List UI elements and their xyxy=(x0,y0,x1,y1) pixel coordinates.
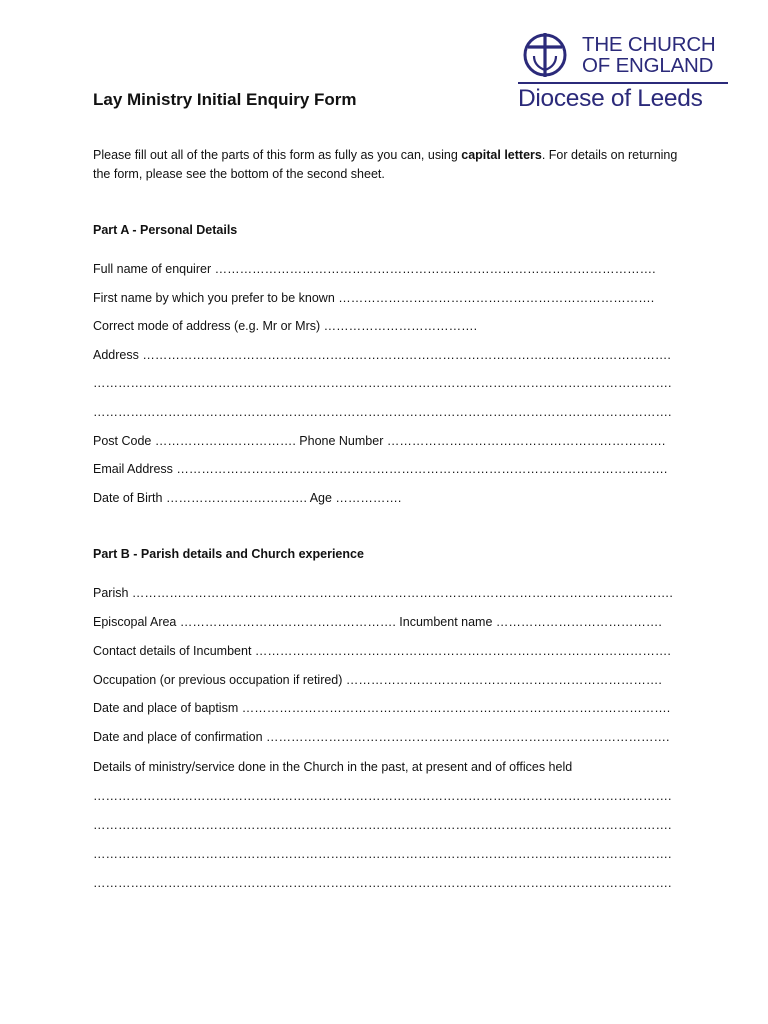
field-incumbent-contact[interactable]: Contact details of Incumbent ………………………………………………………………………………………. xyxy=(93,644,671,658)
field-postcode-phone[interactable]: Post Code ……………………………. Phone Number …………………………………………………………. xyxy=(93,434,666,448)
field-occupation[interactable]: Occupation (or previous occupation if retired) …………………………………………………………………. xyxy=(93,673,662,687)
field-email-address[interactable]: Email Address ………………………………………………………………………………………………………. xyxy=(93,462,668,476)
part-b-heading: Part B - Parish details and Church experience xyxy=(93,547,364,561)
part-a-heading: Part A - Personal Details xyxy=(93,223,238,237)
field-address-line-2[interactable]: …………………………………………………………………………………………………………………………. xyxy=(93,376,672,390)
field-ministry-details-line-1[interactable]: …………………………………………………………………………………………………………………………. xyxy=(93,789,672,803)
logo-divider xyxy=(518,82,728,84)
field-ministry-details-line-2[interactable]: …………………………………………………………………………………………………………………………. xyxy=(93,818,672,832)
form-instructions xyxy=(93,146,693,184)
instructions-emphasis: capital letters xyxy=(461,148,542,162)
field-address[interactable]: Address ………………………………………………………………………………………………………………. xyxy=(93,348,671,362)
field-confirmation[interactable]: Date and place of confirmation ……………………………………………………………………………………. xyxy=(93,730,670,744)
church-of-england-logo xyxy=(518,30,730,114)
field-date-of-birth-age[interactable]: Date of Birth ……………………………. Age ……………. xyxy=(93,491,402,505)
field-ministry-details-label: Details of ministry/service done in the Church in the past, at present and of offices held xyxy=(93,760,573,774)
field-full-name[interactable]: Full name of enquirer ……………………………………………………………………………………………. xyxy=(93,262,656,276)
logo-text-line1: THE CHURCH xyxy=(582,33,716,56)
field-baptism[interactable]: Date and place of baptism …………………………………………………………………………………………. xyxy=(93,701,671,715)
logo-diocese-name: Diocese of Leeds xyxy=(518,85,703,112)
field-address-line-3[interactable]: …………………………………………………………………………………………………………………………. xyxy=(93,405,672,419)
field-episcopal-area-incumbent[interactable]: Episcopal Area ……………………………………………. Incumbent name …………………………………. xyxy=(93,615,662,629)
instructions-text-2: . For details on returning the form, please see the bottom of the second sheet. xyxy=(93,148,678,181)
field-mode-of-address[interactable]: Correct mode of address (e.g. Mr or Mrs) ………………………………. xyxy=(93,319,478,333)
field-parish[interactable]: Parish …………………………………………………………………………………………………………………. xyxy=(93,586,673,600)
logo-text-line2: OF ENGLAND xyxy=(582,54,714,77)
cross-emblem-icon xyxy=(522,32,568,78)
field-ministry-details-line-3[interactable]: …………………………………………………………………………………………………………………………. xyxy=(93,847,672,861)
form-title: Lay Ministry Initial Enquiry Form xyxy=(93,90,357,109)
instructions-text-1: Please fill out all of the parts of this form as fully as you can, using xyxy=(93,148,462,162)
field-preferred-first-name[interactable]: First name by which you prefer to be known …………………………………………………………………. xyxy=(93,291,655,305)
field-ministry-details-line-4[interactable]: …………………………………………………………………………………………………………………………. xyxy=(93,876,672,890)
